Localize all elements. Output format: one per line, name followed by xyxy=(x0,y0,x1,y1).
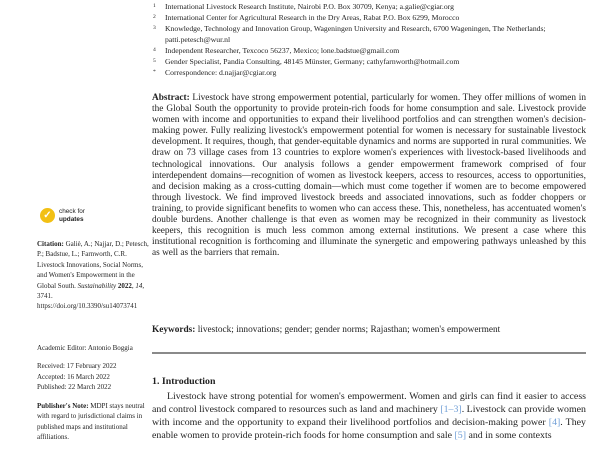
affiliation-text: Gender Specialist, Pandia Consulting, 48145 Münster, Germany; cathyfarnworth@hotmail.com xyxy=(165,57,460,66)
citation-block xyxy=(37,239,150,312)
citation-authors-title: Galiè, A.; Najjar, D.; Petesch, P.; Badstue, L.; Farnworth, C.R. Livestock Innovations, Social Norms, and Women's Empowerment in the Global South. xyxy=(37,240,149,290)
affiliations-list xyxy=(152,1,586,78)
academic-editor: Academic Editor: Antonio Boggia xyxy=(37,344,133,352)
intro-text: Livestock have strong potential for women's empowerment. Women and girls can find it easier to access and control livestock compared to resources such as land and machinery xyxy=(152,391,586,415)
keywords xyxy=(152,325,586,336)
affiliation-text: International Center for Agricultural Research in the Dry Areas, Rabat P.O. Box 6299, Morocco xyxy=(165,13,460,22)
affiliation-item xyxy=(152,1,586,12)
intro-text: . They enable women to provide protein-rich foods for home consumption and sale xyxy=(152,417,586,441)
accepted-date: Accepted: 16 March 2022 xyxy=(37,372,110,381)
affiliation-text: Independent Researcher, Texcoco 56237, Mexico; lone.badstue@gmail.com xyxy=(165,46,400,55)
affiliation-item xyxy=(152,56,586,67)
introduction-paragraph xyxy=(152,390,586,442)
received-date: Received: 17 February 2022 xyxy=(37,362,117,370)
doi-link[interactable]: https://doi.org/10.3390/su14073741 xyxy=(37,302,138,311)
affiliation-item xyxy=(152,23,586,45)
publisher-note-label: Publisher's Note: xyxy=(37,402,91,410)
affiliation-marker: 1 xyxy=(153,2,156,9)
affiliation-marker: 5 xyxy=(153,57,156,64)
abstract xyxy=(152,93,586,259)
keywords-label: Keywords: xyxy=(152,325,198,335)
checkmark-icon: ✓ xyxy=(40,208,55,223)
abstract-text: Livestock have strong empowerment potential, particularly for women. They offer millions of women in the Global South the opportunity to provide protein-rich foods for home consumption and sale. Livestock provide women with income and opportunities to expand their livelihood portfolios and can strengthen women's decision-making power. Fully realizing livestock's empowerment potential for women is necessary for sustainable livestock development. It requires, though, that gender-equitable dynamics and norms are supported in rural communities. We draw on 73 village cases from 13 countries to explore women's experiences with livestock-based livelihoods and technological innovations. Our analysis follows a gender empowerment framework comprised of four interdependent domains—recognition of women as livestock keepers, access to resources, access to opportunities, and decision making as a cross-cutting domain—which must come together if women are to become empowered through livestock. We find improved livestock breeds and associated innovations, such as fodder choppers or training, to provide significant benefits to women who can access these. This, nonetheless, has accentuated women's double burdens. Another challenge is that even as women may be recognized in their community as livestock keepers, this recognition is much less common among external institutions. We present a case where this institutional recognition is forthcoming and illuminate the synergetic and empowering pathways unleashed by this as well as the barriers that remain. xyxy=(152,93,586,259)
affiliation-text: Knowledge, Technology and Innovation Group, Wageningen University and Research, 6700 Wageningen, The Netherlands; patti.petesch@wur.nl xyxy=(165,24,546,44)
correspondence-item xyxy=(152,67,586,78)
affiliation-marker: 4 xyxy=(153,46,156,53)
citation-ref-1-3[interactable]: [1–3] xyxy=(440,404,462,415)
publisher-note xyxy=(37,401,150,443)
abstract-label: Abstract: xyxy=(152,93,193,103)
citation-sep: , xyxy=(131,281,136,290)
citation-label: Citation: xyxy=(37,240,66,248)
affiliation-marker: 2 xyxy=(153,13,156,20)
badge-line2: updates xyxy=(59,215,84,223)
publisher-note-text: MDPI stays neutral with regard to jurisdictional claims in published maps and institutional affiliations. xyxy=(37,402,145,442)
badge-label xyxy=(59,208,85,223)
published-date: Published: 22 March 2022 xyxy=(37,383,112,392)
correspondence-text: Correspondence: d.najjar@cgiar.org xyxy=(165,68,277,77)
correspondence-marker: * xyxy=(153,68,156,75)
citation-volume: 14 xyxy=(135,281,143,290)
affiliation-item xyxy=(152,45,586,56)
citation-ref-5[interactable]: [5] xyxy=(454,430,466,441)
intro-text: . Livestock can provide women with income and the opportunity to expand their livelihood portfolios and decision-making power xyxy=(152,404,586,428)
citation-journal: Sustainability xyxy=(77,281,118,290)
affiliation-item xyxy=(152,12,586,23)
intro-text: and in some contexts xyxy=(466,430,552,441)
affiliation-marker: 3 xyxy=(153,24,156,31)
history-dates xyxy=(37,361,150,393)
abstract-divider xyxy=(152,352,586,354)
badge-line1: check for xyxy=(59,208,85,215)
section-heading-introduction: 1. Introduction xyxy=(152,376,216,387)
keywords-text: livestock; innovations; gender; gender norms; Rajasthan; women's empowerment xyxy=(197,325,501,335)
citation-pages: , 3741. xyxy=(37,281,145,301)
citation-ref-4[interactable]: [4] xyxy=(548,417,561,428)
citation-year: 2022 xyxy=(117,281,132,290)
check-for-updates-badge[interactable] xyxy=(40,208,85,223)
affiliation-text: International Livestock Research Institute, Nairobi P.O. Box 30709, Kenya; a.galie@cgiar.org xyxy=(165,2,454,11)
